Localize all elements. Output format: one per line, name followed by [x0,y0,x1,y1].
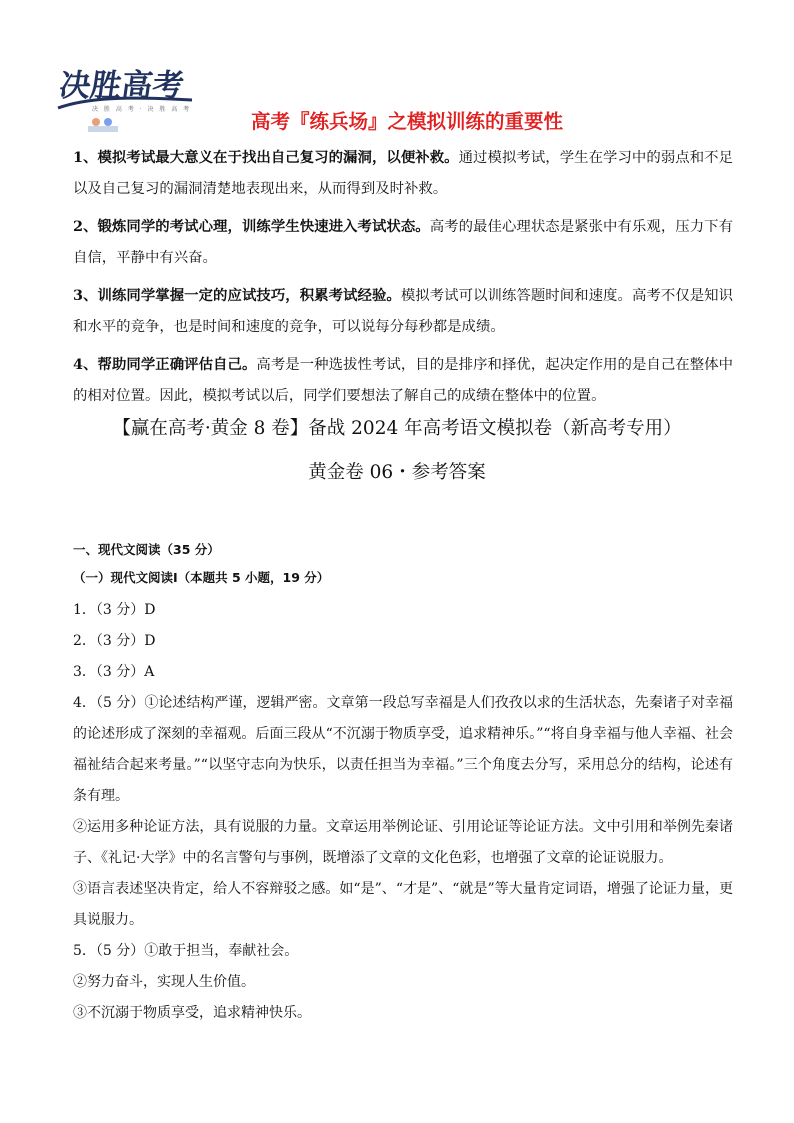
page-headline: 高考『练兵场』之模拟训练的重要性 [250,110,563,133]
intro-point-3 [73,280,733,343]
subsection-heading: （一）现代文阅读Ⅰ（本题共 5 小题，19 分） [73,570,330,585]
answer-q1: 1．（3 分）D [73,602,156,618]
exam-subtitle: 黄金卷 06・参考答案 [308,462,486,483]
answer-q3: 3．（3 分）A [73,664,155,680]
answer-q5-point-1: 5．（5 分）①敢于担当，奉献社会。 [73,943,299,959]
intro-point-1-text: 通过模拟考试，学生在学习中的弱点和不足以及自己复习的漏洞清楚地表现出来，从而得到及时补救。 [73,150,733,197]
answer-q4-point-2: ②运用多种论证方法，具有说服的力量。文章运用举例论证、引用论证等论证方法。文中引用和举例先秦诸子、《礼记·大学》中的名言警句与事例，既增添了文章的文化色彩，也增强了文章的论证说服力。 [73,819,733,866]
answer-q2: 2．（3 分）D [73,633,156,649]
exam-title: 【赢在高考·黄金 8 卷】备战 2024 年高考语文模拟卷（新高考专用） [112,418,682,439]
logo-title: 决胜高考 [56,68,187,104]
answer-q4-point-1: 4．（5 分）①论述结构严谨，逻辑严密。文章第一段总写幸福是人们孜孜以求的生活状态，先秦诸子对幸福的论述形成了深刻的幸福观。后面三段从“不沉溺于物质享受，追求精神乐。”“将自身幸福与他人幸福、社会福祉结合起来考量。”“以坚守志向为快乐，以责任担当为幸福。”三个角度去分写，采用总分的结构，论述有条有理。 [73,695,733,804]
intro-point-4-key: 4、帮助同学正确评估自己。 [73,356,257,373]
intro-point-3-text: 模拟考试可以训练答题时间和速度。高考不仅是知识和水平的竞争，也是时间和速度的竞争，可以说每分每秒都是成绩。 [73,288,733,335]
intro-point-4 [73,349,733,412]
exam-title-block [0,409,794,493]
answer-q4-point-3: ③语言表述坚决肯定，给人不容辩驳之感。如“是”、“才是”、“就是”等大量肯定词语，增强了论证力量，更具说服力。 [73,881,733,928]
intro-point-1 [73,142,733,205]
intro-section [73,142,733,418]
intro-point-2 [73,211,733,274]
answers-section [73,537,733,1029]
intro-point-1-key: 1、模拟考试最大意义在于找出自己复习的漏洞，以便补救。 [73,149,459,166]
intro-point-2-text: 高考的最佳心理状态是紧张中有乐观，压力下有自信，平静中有兴奋。 [73,219,733,266]
answer-q5-point-2: ②努力奋斗，实现人生价值。 [73,974,255,990]
intro-point-2-key: 2、锻炼同学的考试心理，训练学生快速进入考试状态。 [73,218,430,235]
section-heading: 一、现代文阅读（35 分） [73,542,220,557]
logo-subtitle: 决 胜 高 考 · 决 胜 高 考 [92,106,192,113]
intro-point-3-key: 3、训练同学掌握一定的应试技巧，积累考试经验。 [73,287,401,304]
intro-point-4-text: 高考是一种选拔性考试，目的是排序和择优，起决定作用的是自己在整体中的相对位置。因此，模拟考试以后，同学们要想法了解自己的成绩在整体中的位置。 [73,357,733,404]
answer-q5-point-3: ③不沉溺于物质享受，追求精神快乐。 [73,1005,311,1021]
